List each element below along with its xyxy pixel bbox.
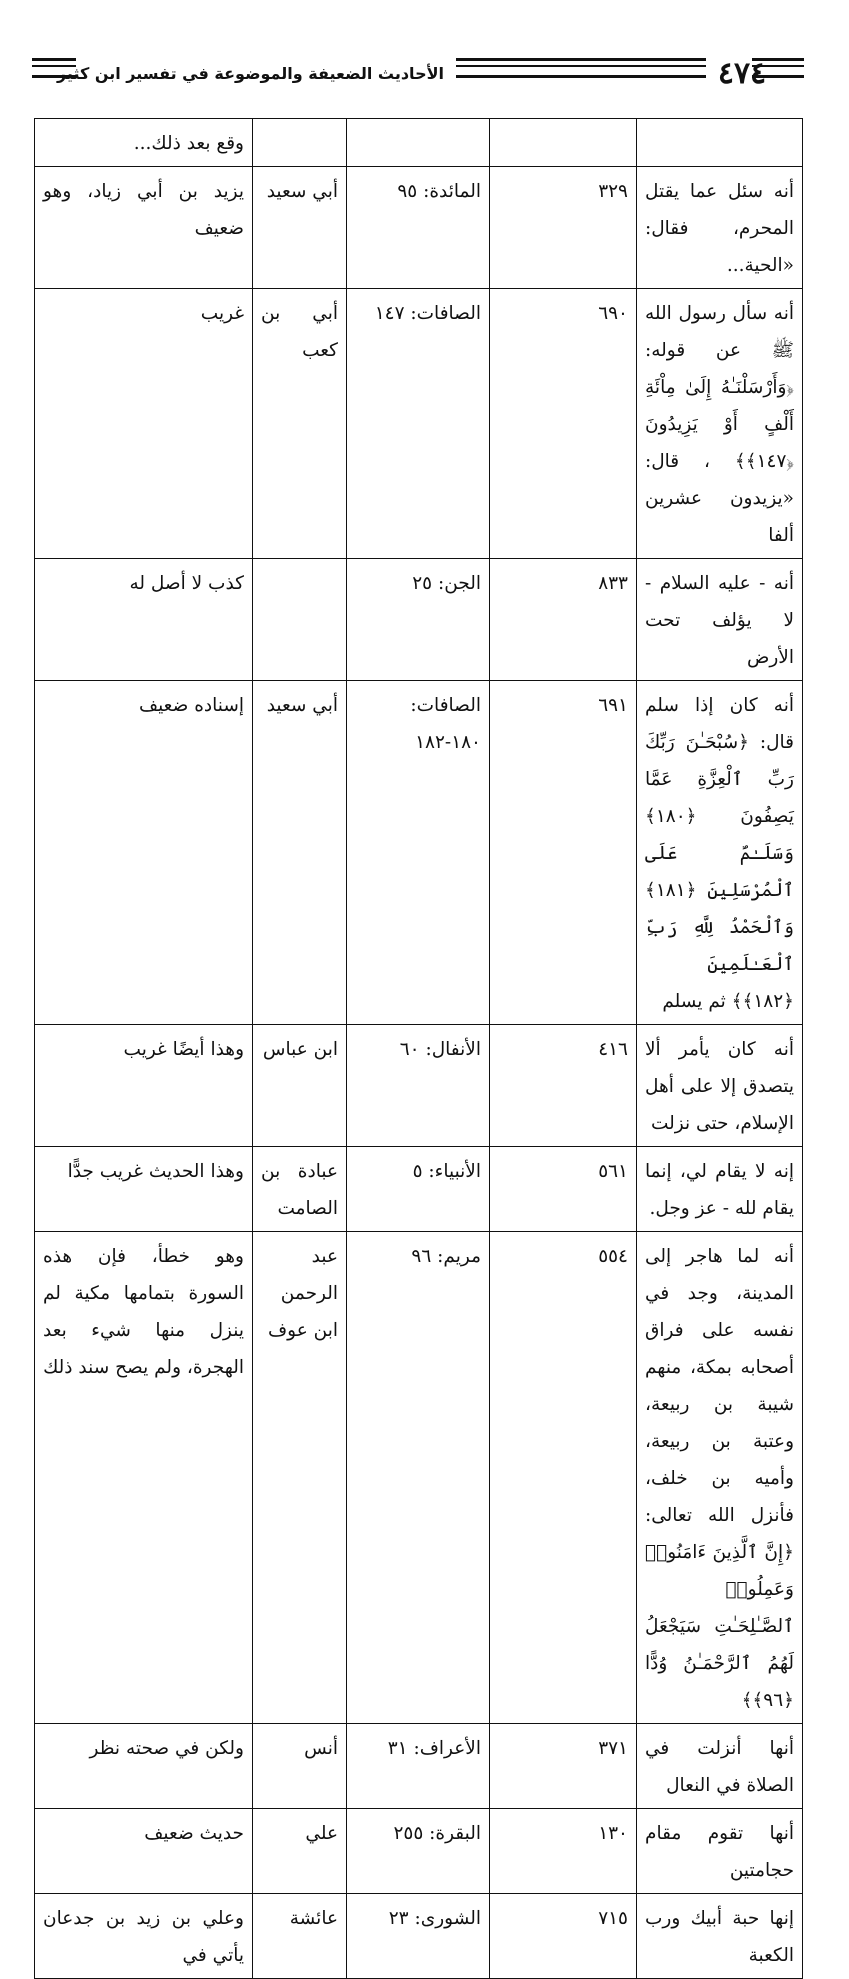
ruling: يزيد بن أبي زياد، وهو ضعيف — [35, 167, 253, 289]
hadith-text: أنه سئل عما يقتل المحرم، فقال: «الحية... — [637, 167, 803, 289]
verse-reference: الأعراف: ٣١ — [347, 1724, 490, 1809]
hadith-table — [34, 118, 802, 1979]
ruling: وعلي بن زيد بن جدعان يأتي في — [35, 1894, 253, 1979]
hadith-number: ٣٧١ — [490, 1724, 637, 1809]
narrator — [253, 119, 347, 167]
ruling: وهو خطأ، فإن هذه السورة بتمامها مكية لم ينزل منها شيء بعد الهجرة، ولم يصح سند ذلك — [35, 1232, 253, 1724]
table-row — [35, 119, 803, 167]
running-title: الأحاديث الضعيفة والموضوعة في تفسير ابن كثير — [56, 64, 444, 83]
hadith-number: ٦٩٠ — [490, 289, 637, 559]
ruling: إسناده ضعيف — [35, 681, 253, 1025]
ruling: ولكن في صحته نظر — [35, 1724, 253, 1809]
narrator: أبي بن كعب — [253, 289, 347, 559]
ruling: كذب لا أصل له — [35, 559, 253, 681]
narrator — [253, 559, 347, 681]
table-row — [35, 1232, 803, 1724]
table-row — [35, 1894, 803, 1979]
narrator: أبي سعيد — [253, 681, 347, 1025]
narrator: أبي سعيد — [253, 167, 347, 289]
table-row — [35, 1025, 803, 1147]
hadith-text: إنه لا يقام لي، إنما يقام لله - عز وجل. — [637, 1147, 803, 1232]
narrator: عبادة بن الصامت — [253, 1147, 347, 1232]
table-row — [35, 559, 803, 681]
hadith-number — [490, 119, 637, 167]
verse-reference: الأنبياء: ٥ — [347, 1147, 490, 1232]
ruling: وهذا أيضًا غريب — [35, 1025, 253, 1147]
table-row — [35, 289, 803, 559]
ruling: حديث ضعيف — [35, 1809, 253, 1894]
hadith-text — [637, 119, 803, 167]
header-rule-middle — [456, 58, 706, 78]
hadith-text: أنه لما هاجر إلى المدينة، وجد في نفسه على فراق أصحابه بمكة، منهم شيبة بن ربيعة، وعتبة بن ربيعة، وأميه بن خلف، فأنزل الله تعالى: ﴿إِنَّ ٱلَّذِينَ ءَامَنُوا۟ وَعَمِلُوا۟ ٱلصَّـٰلِحَـٰتِ سَيَجْعَلُ لَهُمُ ٱلرَّحْمَـٰنُ وُدًّا ﴿٩٦﴾﴾ — [637, 1232, 803, 1724]
narrator: علي — [253, 1809, 347, 1894]
hadith-text: أنها أنزلت في الصلاة في النعال — [637, 1724, 803, 1809]
verse-reference: الأنفال: ٦٠ — [347, 1025, 490, 1147]
narrator: عبد الرحمن ابن عوف — [253, 1232, 347, 1724]
hadith-text: أنه كان يأمر ألا يتصدق إلا على أهل الإسلام، حتى نزلت — [637, 1025, 803, 1147]
hadith-text: أنه سأل رسول الله ﷺ عن قوله: ﴿وَأَرْسَلْنَـٰهُ إِلَىٰ مِاْئَةِ أَلْفٍ أَوْ يَزِيدُونَ ﴿١٤٧﴾﴾ ، قال: «يزيدون عشرين ألفا — [637, 289, 803, 559]
hadith-number: ٥٥٤ — [490, 1232, 637, 1724]
hadith-number: ١٣٠ — [490, 1809, 637, 1894]
table-row — [35, 681, 803, 1025]
verse-reference: البقرة: ٢٥٥ — [347, 1809, 490, 1894]
narrator: عائشة — [253, 1894, 347, 1979]
ruling: غريب — [35, 289, 253, 559]
table-row — [35, 1147, 803, 1232]
page-number: ٤٧٤ — [717, 56, 767, 91]
narrator: أنس — [253, 1724, 347, 1809]
hadith-text: أنها تقوم مقام حجامتين — [637, 1809, 803, 1894]
table-row — [35, 167, 803, 289]
verse-reference: المائدة: ٩٥ — [347, 167, 490, 289]
hadith-number: ٨٣٣ — [490, 559, 637, 681]
hadith-number: ٧١٥ — [490, 1894, 637, 1979]
ruling: وهذا الحديث غريب جدًّا — [35, 1147, 253, 1232]
hadith-number: ٦٩١ — [490, 681, 637, 1025]
hadith-number: ٤١٦ — [490, 1025, 637, 1147]
table-row — [35, 1809, 803, 1894]
verse-reference: الصافات: ١٨٠-١٨٢ — [347, 681, 490, 1025]
narrator: ابن عباس — [253, 1025, 347, 1147]
verse-reference: مريم: ٩٦ — [347, 1232, 490, 1724]
verse-reference: الصافات: ١٤٧ — [347, 289, 490, 559]
verse-reference — [347, 119, 490, 167]
hadith-number: ٥٦١ — [490, 1147, 637, 1232]
header-rule-right — [752, 58, 804, 78]
hadith-number: ٣٢٩ — [490, 167, 637, 289]
verse-reference: الشورى: ٢٣ — [347, 1894, 490, 1979]
page-header — [32, 58, 804, 100]
hadith-text: أنه كان إذا سلم قال: ﴿سُبْحَـٰنَ رَبِّكَ رَبِّ ٱلْعِزَّةِ عَمَّا يَصِفُونَ ﴿١٨٠﴾ وَسَلَـٰمٌ عَلَى ٱلْمُرْسَلِينَ ﴿١٨١﴾ وَٱلْحَمْدُ لِلَّهِ رَبِّ ٱلْعَـٰلَمِينَ ﴿١٨٢﴾﴾ ثم يسلم — [637, 681, 803, 1025]
hadith-text: أنه - عليه السلام - لا يؤلف تحت الأرض — [637, 559, 803, 681]
ruling: وقع بعد ذلك... — [35, 119, 253, 167]
verse-reference: الجن: ٢٥ — [347, 559, 490, 681]
hadith-text: إنها حبة أبيك ورب الكعبة — [637, 1894, 803, 1979]
table-row — [35, 1724, 803, 1809]
